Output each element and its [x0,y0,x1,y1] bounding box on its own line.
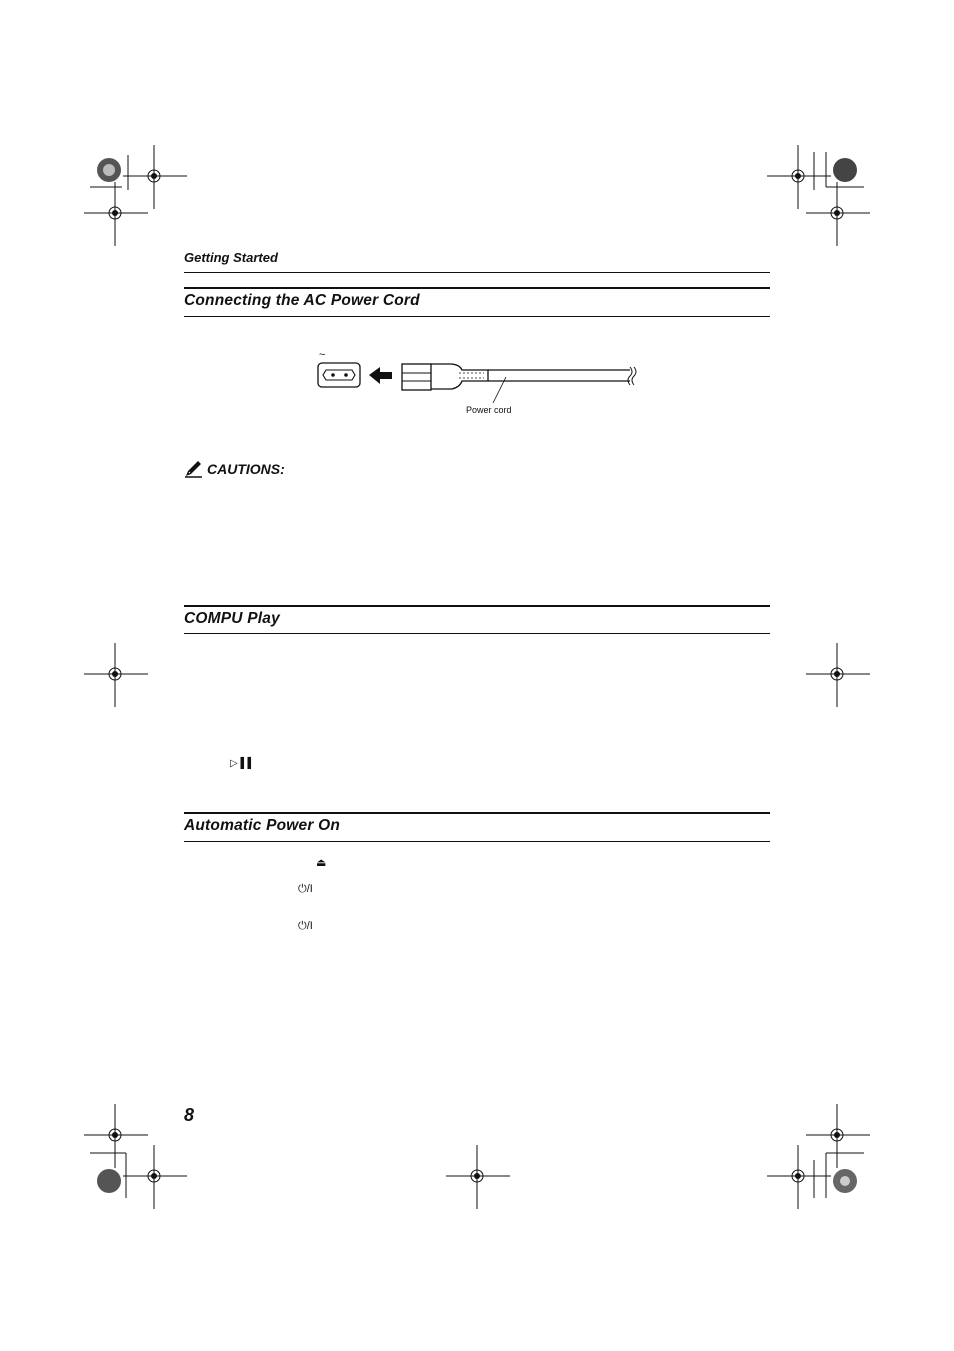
section-top-rule [184,287,770,289]
crosshair-mark [84,643,148,707]
ac-inlet [318,363,360,387]
standby-on-symbol: ⏻/I [298,920,313,932]
section-title-automatic-power-on: Automatic Power On [184,817,341,834]
header-divider [184,272,770,273]
registration-target-bottom-left [90,1150,140,1200]
crosshair-mark [806,643,870,707]
power-cord-diagram [312,345,642,420]
standby-on-symbol: ⏻/I [298,883,313,895]
plug-body [431,364,488,389]
insert-arrow-icon [369,367,392,384]
ac-symbol: ~ [319,349,326,361]
registration-target-top-right [812,150,864,195]
pencil-icon [184,460,204,478]
power-cord-label: Power cord [466,405,512,415]
cautions-label: CAUTIONS: [207,461,285,477]
section-bottom-rule [184,633,770,634]
cautions-heading [184,460,285,478]
section-title-ac-power-cord: Connecting the AC Power Cord [184,292,420,309]
registration-target-top-left [90,150,140,195]
crosshair-mark [446,1145,510,1209]
section-title-compu-play: COMPU Play [184,610,280,627]
play-pause-symbol: ▷ ▌▌ [230,758,255,769]
section-bottom-rule [184,316,770,317]
page-number: 8 [184,1105,195,1125]
section-bottom-rule [184,841,770,842]
eject-symbol: ⏏ [316,857,327,869]
plug-head [402,364,431,390]
registration-target-bottom-right [812,1150,864,1200]
section-header-label: Getting Started [184,250,278,265]
section-top-rule [184,812,770,814]
section-top-rule [184,605,770,607]
